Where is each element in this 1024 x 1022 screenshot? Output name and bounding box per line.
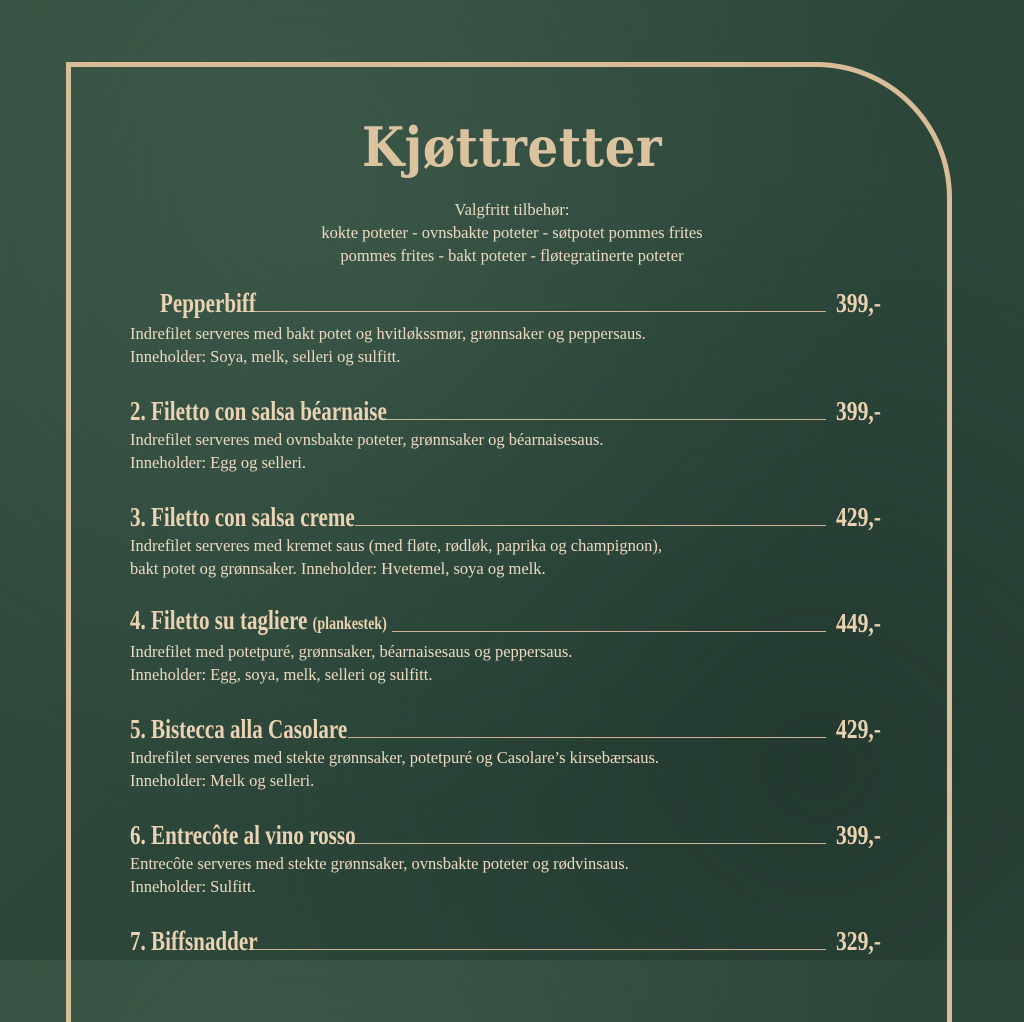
item-name-main: 4. Filetto su tagliere [130,605,308,635]
item-name: 7. Biffsnadder [130,926,258,956]
item-price: 429,- [836,502,881,532]
item-price: 399,- [836,396,881,426]
item-allergens: Inneholder: Egg og selleri. [130,453,306,472]
sides-heading: Valgfritt tilbehør: [454,200,570,219]
item-description: Entrecôte serveres med stekte grønnsaker, ovnsbakte poteter og rødvinsaus. [130,854,629,873]
leader-line [246,311,826,312]
item-price: 429,- [836,714,881,744]
item-name: 2. Filetto con salsa béarnaise [130,396,387,426]
menu-title: Kjøttretter [361,115,663,179]
menu-item-entrecote [130,816,900,898]
sides-line-1: kokte poteter - ovnsbakte poteter - søtpotet pommes frites [321,223,703,242]
leader-line [355,525,826,526]
item-name: 6. Entrecôte al vino rosso [130,820,356,850]
item-allergens: bakt potet og grønnsaker. Inneholder: Hvetemel, soya og melk. [130,559,546,578]
leader-line [348,737,826,738]
menu-item-pepperbiff-desc [130,320,900,368]
item-name: Pepperbiff [160,288,256,318]
item-allergens: Inneholder: Melk og selleri. [130,771,315,790]
item-description: Indrefilet serveres med kremet saus (med fløte, rødløk, paprika og champignon), [130,536,662,555]
item-allergens: Inneholder: Sulfitt. [130,877,256,896]
item-description: Indrefilet med potetpuré, grønnsaker, béarnaisesaus og peppersaus. [130,642,573,661]
item-price: 399,- [836,288,881,318]
item-price: 399,- [836,820,881,850]
leader-line [352,843,826,844]
leader-line [254,949,826,950]
item-description: Indrefilet serveres med stekte grønnsaker, potetpuré og Casolare’s kirsebærsaus. [130,748,660,767]
item-name: 5. Bistecca alla Casolare [130,714,348,744]
item-price: 449,- [836,608,881,638]
sides-info [0,198,1024,267]
item-name [130,605,387,638]
item-price: 329,- [836,926,881,956]
menu-item-pepperbiff [160,284,900,318]
item-allergens: Inneholder: Soya, melk, selleri og sulfitt. [130,347,401,366]
menu-item-filetto-tagliere [130,604,900,686]
menu-item-biffsnadder [130,922,900,956]
item-description: Indrefilet serveres med bakt potet og hvitløkssmør, grønnsaker og peppersaus. [130,324,646,343]
sides-line-2: pommes frites - bakt poteter - fløtegratinerte poteter [340,246,684,265]
item-description: Indrefilet serveres med ovnsbakte poteter, grønnsaker og béarnaisesaus. [130,430,604,449]
leader-line [392,631,826,632]
leader-line [382,419,826,420]
menu-item-filetto-bearnaise [130,392,900,474]
menu-item-filetto-creme [130,498,900,580]
item-name: 3. Filetto con salsa creme [130,502,355,532]
item-name-sub: (plankestek) [312,613,387,633]
menu-item-bistecca-casolare [130,710,900,792]
item-allergens: Inneholder: Egg, soya, melk, selleri og sulfitt. [130,665,433,684]
